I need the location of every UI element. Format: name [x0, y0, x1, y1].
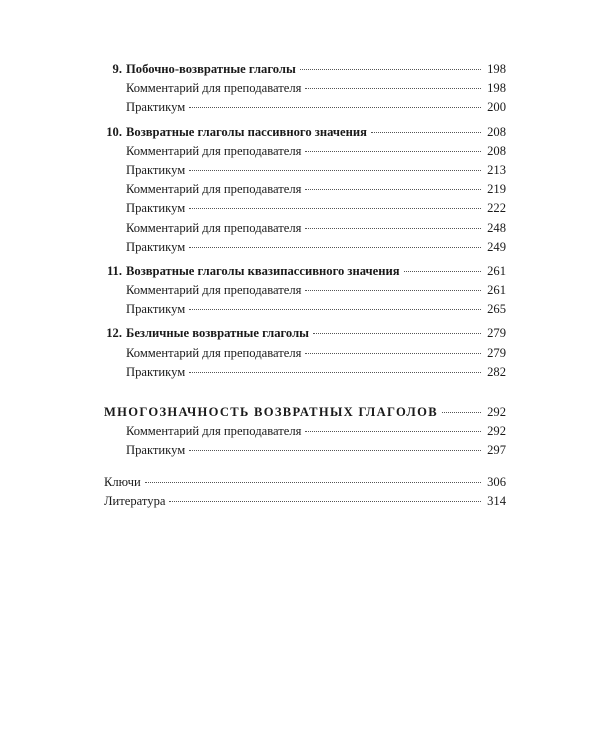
- entry-label: Комментарий для преподавателя: [126, 424, 302, 439]
- toc-part-polysemy[interactable]: [104, 403, 506, 422]
- toc-chapter-11[interactable]: [104, 262, 506, 281]
- page-number: 198: [487, 62, 506, 76]
- dot-leader: [189, 309, 481, 310]
- entry-label: Практикум: [126, 201, 186, 216]
- toc-chapter-9[interactable]: [104, 60, 506, 79]
- dot-leader: [313, 333, 481, 334]
- table-of-contents: [104, 60, 506, 511]
- dot-leader: [169, 501, 481, 502]
- toc-entry[interactable]: [104, 199, 506, 218]
- page-number: 248: [487, 220, 506, 235]
- page-number: 297: [487, 443, 506, 458]
- page-number: 279: [487, 326, 506, 341]
- toc-entry[interactable]: [104, 422, 506, 441]
- chapter-title: Возвратные глаголы пассивного значения: [126, 124, 367, 139]
- toc-entry[interactable]: [104, 238, 506, 257]
- chapter-title: Возвратные глаголы квазипассивного значения: [126, 263, 400, 278]
- toc-chapter-10[interactable]: [104, 123, 506, 142]
- entry-label: Практикум: [126, 100, 186, 115]
- entry-label: Практикум: [126, 162, 186, 177]
- dot-leader: [145, 482, 481, 483]
- entry-label: Практикум: [126, 443, 186, 458]
- dot-leader: [189, 107, 481, 108]
- toc-chapter-12[interactable]: [104, 324, 506, 343]
- page-number: 261: [487, 283, 506, 298]
- dot-leader: [371, 132, 481, 133]
- toc-entry[interactable]: [104, 98, 506, 117]
- page-number: 208: [487, 124, 506, 139]
- entry-label: Комментарий для преподавателя: [126, 182, 302, 197]
- dot-leader: [189, 170, 481, 171]
- page-number: 292: [487, 405, 506, 419]
- page-number: 314: [487, 493, 506, 508]
- toc-literature[interactable]: [104, 492, 506, 511]
- dot-leader: [442, 412, 481, 413]
- dot-leader: [189, 208, 481, 209]
- part-title: МНОГОЗНАЧНОСТЬ ВОЗВРАТНЫХ ГЛАГОЛОВ: [104, 405, 438, 419]
- chapter-number: 9.: [112, 62, 122, 76]
- page-number: 198: [487, 81, 506, 96]
- chapter-number: 12.: [106, 326, 122, 341]
- toc-entry[interactable]: [104, 79, 506, 98]
- entry-label: Комментарий для преподавателя: [126, 283, 302, 298]
- page-number: 249: [487, 239, 506, 254]
- toc-keys[interactable]: [104, 473, 506, 492]
- toc-entry[interactable]: [104, 363, 506, 382]
- entry-label: Ключи: [104, 474, 141, 489]
- toc-entry[interactable]: [104, 441, 506, 460]
- toc-entry[interactable]: [104, 180, 506, 199]
- page-number: 292: [487, 424, 506, 439]
- dot-leader: [305, 353, 481, 354]
- entry-label: Комментарий для преподавателя: [126, 143, 302, 158]
- entry-label: Практикум: [126, 302, 186, 317]
- page-number: 219: [487, 182, 506, 197]
- dot-leader: [305, 431, 481, 432]
- dot-leader: [305, 151, 481, 152]
- page-number: 261: [487, 263, 506, 278]
- dot-leader: [305, 189, 481, 190]
- dot-leader: [189, 247, 481, 248]
- entry-label: Комментарий для преподавателя: [126, 345, 302, 360]
- toc-entry[interactable]: [104, 142, 506, 161]
- page-number: 200: [487, 100, 506, 115]
- page-number: 213: [487, 162, 506, 177]
- toc-entry[interactable]: [104, 300, 506, 319]
- page-number: 279: [487, 345, 506, 360]
- toc-entry[interactable]: [104, 219, 506, 238]
- page-number: 222: [487, 201, 506, 216]
- dot-leader: [189, 372, 481, 373]
- dot-leader: [189, 450, 481, 451]
- entry-label: Практикум: [126, 364, 186, 379]
- page-number: 208: [487, 143, 506, 158]
- page-number: 306: [487, 474, 506, 489]
- toc-entry[interactable]: [104, 281, 506, 300]
- dot-leader: [305, 88, 481, 89]
- dot-leader: [305, 228, 481, 229]
- chapter-number: 10.: [106, 124, 122, 139]
- entry-label: Практикум: [126, 239, 186, 254]
- entry-label: Литература: [104, 493, 166, 508]
- chapter-title: Побочно-возвратные глаголы: [126, 62, 296, 76]
- toc-entry[interactable]: [104, 344, 506, 363]
- dot-leader: [300, 69, 481, 70]
- toc-entry[interactable]: [104, 161, 506, 180]
- entry-label: Комментарий для преподавателя: [126, 220, 302, 235]
- dot-leader: [305, 290, 481, 291]
- entry-label: Комментарий для преподавателя: [126, 81, 302, 96]
- chapter-number: 11.: [106, 263, 122, 278]
- page-number: 265: [487, 302, 506, 317]
- dot-leader: [404, 271, 481, 272]
- chapter-title: Безличные возвратные глаголы: [126, 326, 309, 341]
- page-number: 282: [487, 364, 506, 379]
